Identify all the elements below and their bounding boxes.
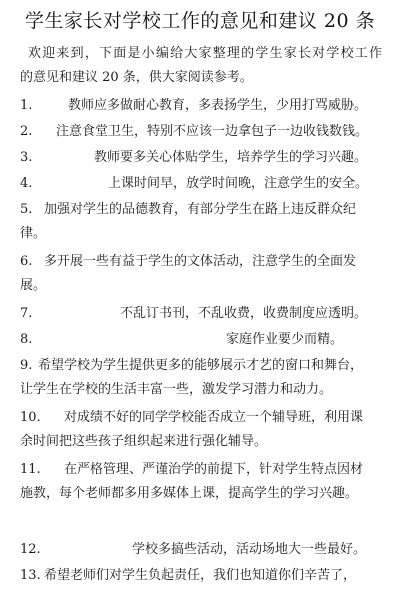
- item-text: 加强对学生的品德教育，有部分学生在路上违反群众纪: [44, 202, 357, 217]
- list-item-3: [20, 148, 382, 168]
- item-text: 不乱订书刊，不乱收费，收费制度应透明。: [120, 306, 368, 321]
- item-text: 教师应多做耐心教育，多表扬学生，少用打骂威胁。: [68, 98, 368, 113]
- item-text: 希望学校为学生提供更多的能够展示才艺的窗口和舞台，: [38, 358, 364, 373]
- list-item-8: [20, 330, 382, 350]
- list-item-5-continuation: 律。: [20, 226, 47, 241]
- item-text: 对成绩不好的同学学校能否成立一个辅导班，利用课: [64, 410, 364, 425]
- list-item-11: [20, 460, 382, 480]
- item-number: 3.: [20, 150, 33, 165]
- list-item-10: [20, 408, 382, 428]
- list-item-6: [20, 252, 382, 272]
- list-item-9: [20, 356, 382, 376]
- list-item-1: [20, 96, 382, 116]
- item-number: 5.: [20, 202, 33, 217]
- item-text: 希望老师们对学生负起责任，我们也知道你们辛苦了，: [44, 568, 357, 583]
- list-item-12: [20, 540, 382, 560]
- item-text: 多开展一些有益于学生的文体活动，注意学生的全面发: [44, 254, 357, 269]
- item-number: 8.: [20, 332, 33, 347]
- item-number: 6.: [20, 254, 33, 269]
- intro-line-1: 欢迎来到，下面是小编给大家整理的学生家长对学校工作: [28, 46, 382, 61]
- item-number: 7.: [20, 306, 33, 321]
- list-item-6-continuation: 展。: [20, 278, 47, 293]
- list-item-10-continuation: 余时间把这些孩子组织起来进行强化辅导。: [20, 434, 268, 449]
- item-text: 学校多搞些活动，活动场地大一些最好。: [132, 542, 367, 557]
- item-number: 11.: [20, 462, 41, 477]
- list-item-5: [20, 200, 382, 220]
- item-number: 10.: [20, 410, 41, 425]
- item-text: 注意食堂卫生，特别不应该一边拿包子一边收钱数钱。: [56, 124, 369, 139]
- item-number: 1.: [20, 98, 33, 113]
- list-item-9-continuation: 让学生在学校的生活丰富一些，激发学习潜力和动力。: [20, 382, 333, 397]
- document-title: 学生家长对学校工作的意见和建议 20 条: [24, 10, 376, 32]
- item-number: 9.: [20, 358, 33, 373]
- item-text: 教师要多关心体贴学生，培养学生的学习兴趣。: [94, 150, 368, 165]
- list-item-2: [20, 122, 382, 142]
- list-item-13: [20, 566, 382, 586]
- item-number: 13.: [20, 568, 41, 583]
- item-number: 12.: [20, 542, 41, 557]
- item-text: 家庭作业要少而精。: [226, 332, 344, 347]
- intro-line-2: 的意见和建议 20 条，供大家阅读参考。: [20, 70, 253, 85]
- item-number: 2.: [20, 124, 33, 139]
- list-item-7: [20, 304, 382, 324]
- item-text: 上课时间早，放学时间晚，注意学生的安全。: [108, 176, 369, 191]
- item-number: 4.: [20, 176, 33, 191]
- list-item-11-continuation: 施教，每个老师都多用多媒体上课，提高学生的学习兴趣。: [20, 486, 359, 501]
- item-text: 在严格管理、严谨治学的前提下，针对学生特点因材: [64, 462, 364, 477]
- list-item-4: [20, 174, 382, 194]
